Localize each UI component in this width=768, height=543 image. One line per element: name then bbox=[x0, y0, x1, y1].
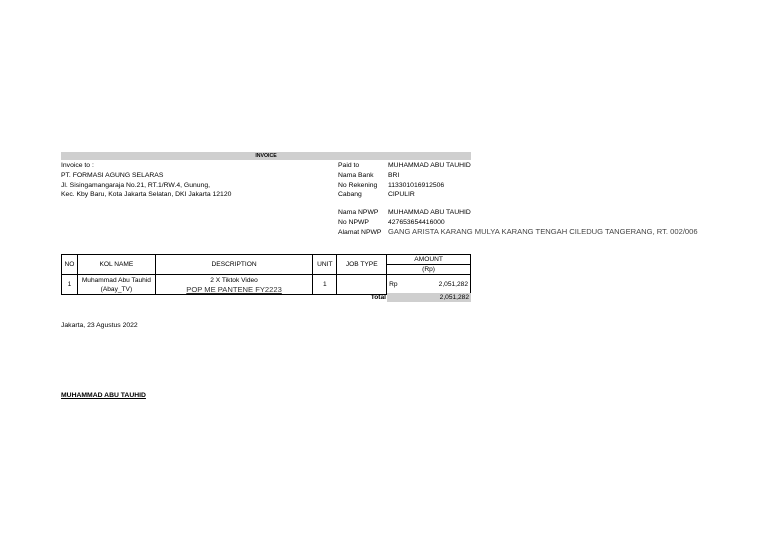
row-no: 1 bbox=[62, 275, 78, 295]
branch-label: Cabang bbox=[338, 191, 362, 198]
account-label: No Rekening bbox=[338, 182, 378, 189]
row-kol-name bbox=[77, 275, 155, 295]
npwp-no-label: No NPWP bbox=[338, 219, 369, 226]
header-amount-unit: (Rp) bbox=[387, 265, 471, 275]
invoice-title: INVOICE bbox=[255, 153, 277, 159]
company-address-line1: Jl. Sisingamangaraja No.21, RT.1/RW.4, Gunung, bbox=[61, 182, 210, 189]
account-value: 113301016912506 bbox=[388, 182, 445, 189]
row-amount: 2,051,282 bbox=[438, 281, 468, 288]
header-unit: UNIT bbox=[313, 255, 337, 275]
bank-value: BRI bbox=[388, 172, 400, 179]
npwp-addr-label: Alamat NPWP bbox=[338, 229, 382, 236]
npwp-name-value: MUHAMMAD ABU TAUHID bbox=[388, 209, 471, 216]
npwp-name-label: Nama NPWP bbox=[338, 209, 379, 216]
row-job-type bbox=[337, 275, 387, 295]
invoice-to-label: Invoice to : bbox=[61, 162, 94, 169]
header-no: NO bbox=[62, 255, 78, 275]
place-date: Jakarta, 23 Agustus 2022 bbox=[61, 322, 138, 329]
row-currency: Rp bbox=[389, 281, 398, 288]
row-kol-name-line1: Muhammad Abu Tauhid bbox=[81, 276, 151, 284]
items-table bbox=[61, 254, 471, 295]
row-description-line1: 2 X Tiktok Video bbox=[210, 276, 258, 284]
npwp-no-value: 427653654416000 bbox=[388, 219, 445, 226]
row-amount-cell bbox=[387, 275, 471, 295]
total-label: Total bbox=[370, 294, 386, 301]
row-description-line2: POP ME PANTENE FY2223 bbox=[186, 284, 282, 294]
row-description bbox=[155, 275, 313, 295]
paid-to-value: MUHAMMAD ABU TAUHID bbox=[388, 162, 471, 169]
total-value: 2,051,282 bbox=[439, 294, 469, 301]
header-job-type: JOB TYPE bbox=[337, 255, 387, 275]
company-address-line2: Kec. Kby Baru, Kota Jakarta Selatan, DKI Jakarta 12120 bbox=[61, 191, 232, 198]
npwp-addr-value: GANG ARISTA KARANG MULYA KARANG TENGAH CILEDUG TANGERANG, RT. 002/006 bbox=[388, 227, 698, 236]
table-header-row bbox=[62, 255, 471, 265]
row-kol-name-line2: (Abay_TV) bbox=[100, 285, 133, 293]
bank-label: Nama Bank bbox=[338, 172, 374, 179]
signer-name: MUHAMMAD ABU TAUHID bbox=[61, 392, 146, 399]
header-kol-name: KOL NAME bbox=[77, 255, 155, 275]
paid-to-label: Paid to bbox=[338, 162, 360, 169]
branch-value: CIPULIR bbox=[388, 191, 415, 198]
header-amount: AMOUNT bbox=[387, 255, 471, 265]
table-row bbox=[62, 275, 471, 295]
row-unit: 1 bbox=[313, 275, 337, 295]
company-name: PT. FORMASI AGUNG SELARAS bbox=[61, 172, 164, 179]
header-description: DESCRIPTION bbox=[155, 255, 313, 275]
